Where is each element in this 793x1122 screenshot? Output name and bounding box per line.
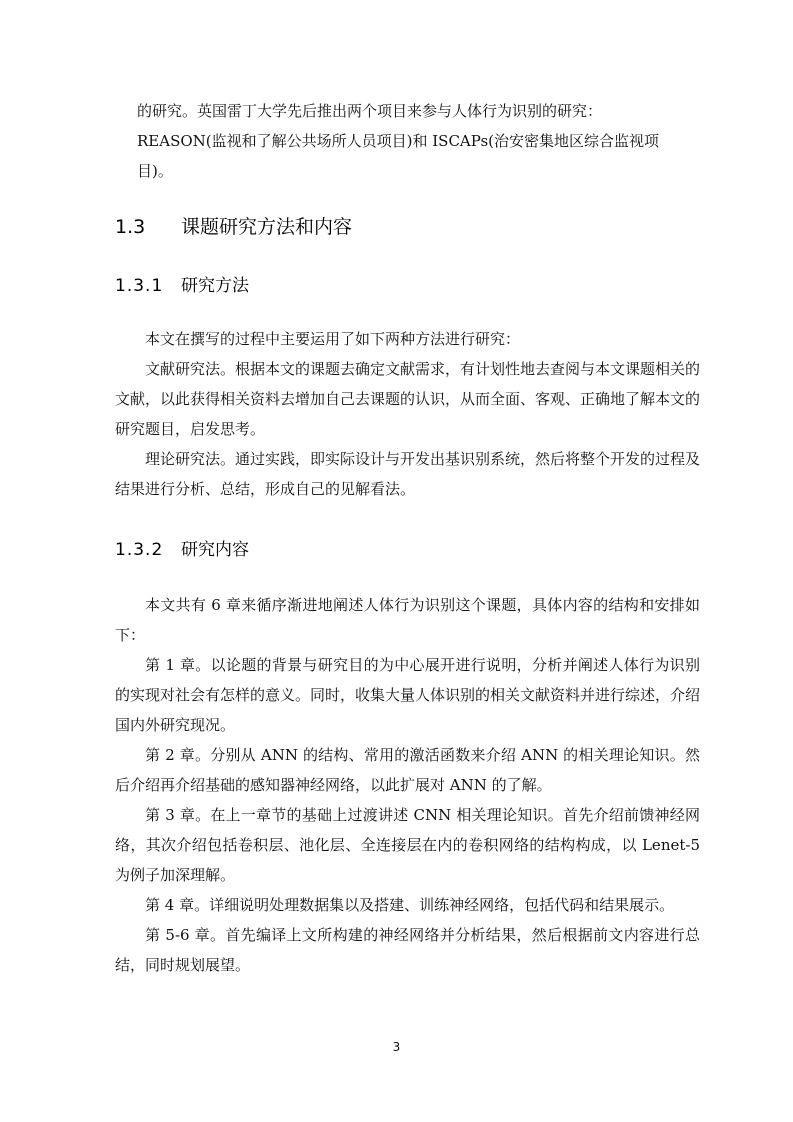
intro-line-1: 的研究。英国雷丁大学先后推出两个项目来参与人体行为识别的研究： xyxy=(137,102,603,120)
intro-line-2: REASON(监视和了解公共场所人员项目)和 ISCAPs(治安密集地区综合监视项 xyxy=(137,132,659,150)
page-number: 3 xyxy=(392,1040,401,1054)
subsection-title: 研究方法 xyxy=(181,276,249,296)
section-heading-1-3 xyxy=(115,212,700,242)
paragraph: 第 5-6 章。首先编译上文所构建的神经网络并分析结果，然后根据前文内容进行总结，同时规划展望。 xyxy=(115,926,700,974)
intro-paragraph xyxy=(115,96,722,186)
research-content-body xyxy=(115,590,700,980)
paragraph: 理论研究法。通过实践，即实际设计与开发出基识别系统，然后将整个开发的过程及结果进行分析、总结，形成自己的见解看法。 xyxy=(115,450,701,498)
paragraph: 第 2 章。分别从 ANN 的结构、常用的激活函数来介绍 ANN 的相关理论知识。然后介绍再介绍基础的感知器神经网络，以此扩展对 ANN 的了解。 xyxy=(115,746,700,794)
subsection-heading-1-3-1 xyxy=(115,271,700,301)
subsection-title: 研究内容 xyxy=(181,540,249,560)
subsection-heading-1-3-2 xyxy=(115,535,700,565)
paragraph: 本文在撰写的过程中主要运用了如下两种方法进行研究： xyxy=(145,330,521,348)
paragraph: 第 3 章。在上一章节的基础上过渡讲述 CNN 相关理论知识。首先介绍前馈神经网络，其次介绍包括卷积层、池化层、全连接层在内的卷积网络的结构构成，以 Lenet-5 为例子加深理解。 xyxy=(115,806,700,884)
research-methods-body xyxy=(115,324,700,504)
intro-line-3: 目)。 xyxy=(137,162,173,180)
paragraph: 第 4 章。详细说明处理数据集以及搭建、训练神经网络，包括代码和结果展示。 xyxy=(145,896,675,914)
paragraph: 第 1 章。以论题的背景与研究目的为中心展开进行说明，分析并阐述人体行为识别的实现对社会有怎样的意义。同时，收集大量人体识别的相关文献资料并进行综述，介绍国内外研究现况。 xyxy=(115,656,701,734)
paragraph: 本文共有 6 章来循序渐进地阐述人体行为识别这个课题，具体内容的结构和安排如下： xyxy=(115,596,700,644)
subsection-number: 1.3.1 xyxy=(115,276,164,296)
subsection-number: 1.3.2 xyxy=(115,540,164,560)
paragraph: 文献研究法。根据本文的课题去确定文献需求，有计划性地去查阅与本文课题相关的文献，以此获得相关资料去增加自己去课题的认识，从而全面、客观、正确地了解本文的研究题目，启发思考。 xyxy=(115,360,701,438)
section-title: 课题研究方法和内容 xyxy=(181,216,353,238)
section-number: 1.3 xyxy=(115,216,146,238)
